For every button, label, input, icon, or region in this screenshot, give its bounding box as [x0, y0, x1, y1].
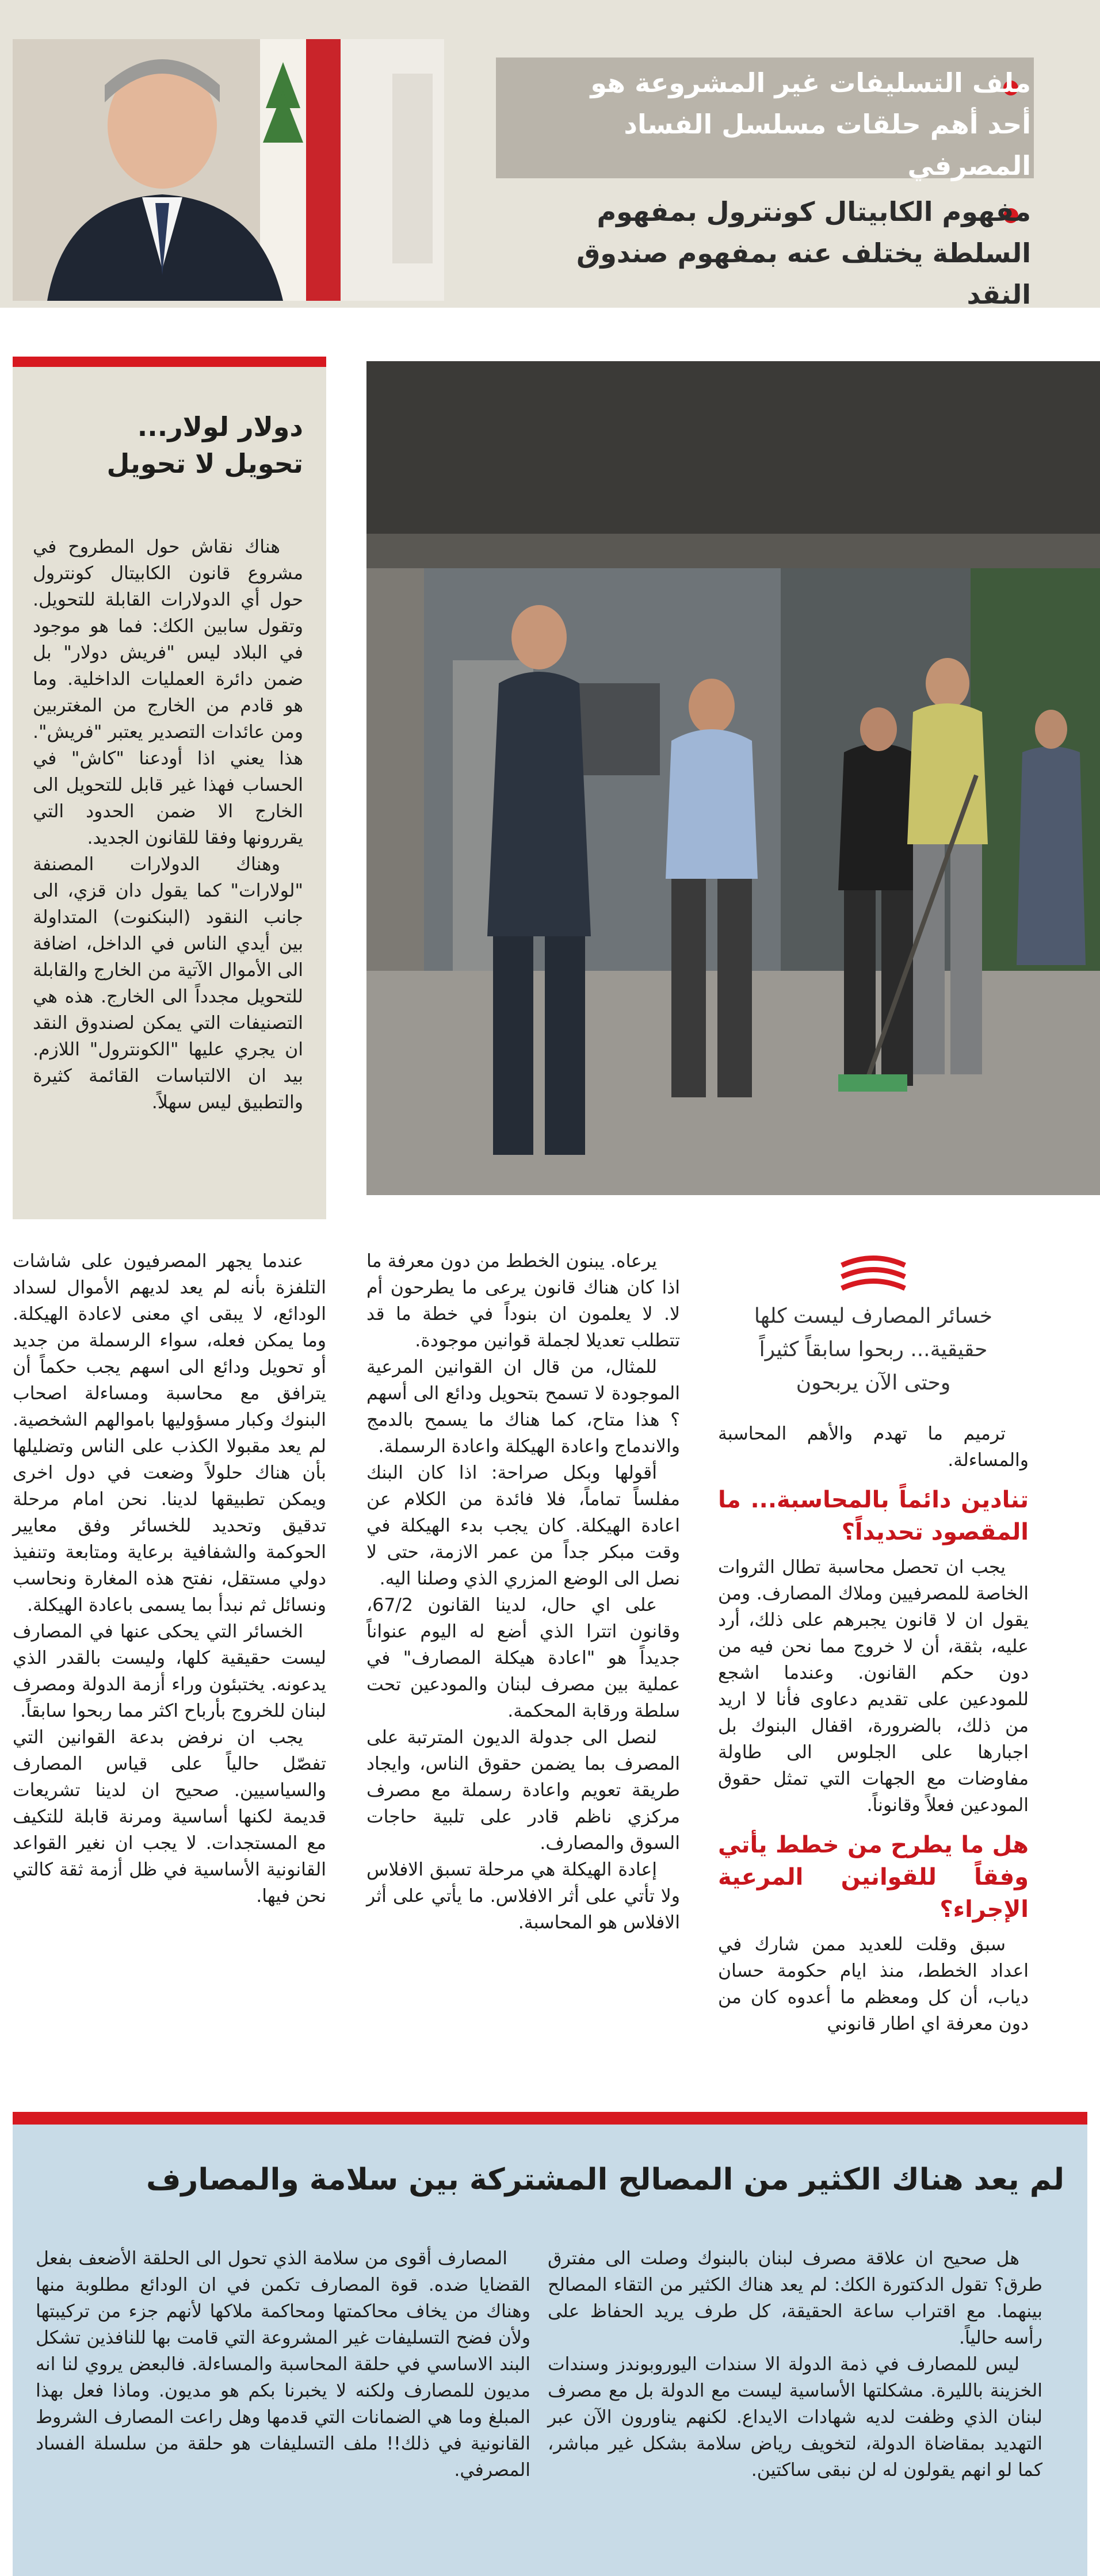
sidebar-paragraph: وهناك الدولارات المصنفة "لولارات" كما يقول دان قزي، الى جانب النقود (البنكنوت) المتداولة بين أيدي الناس في الداخل، اضافة الى الأموال الآتية من الخارج والقابلة للتحويل مجدداً الى الخارج. هذه هي التصنيفات التي يمكن لصندوق النقد ان يجري عليها "الكونترول" اللازم. بيد ان الالتباسات القائمة كثيرة والتطبيق ليس سهلاً.: [33, 854, 303, 1113]
article-paragraph: لنصل الى جدولة الديون المترتبة على المصرف بما يضمن حقوق الناس، وايجاد طريقة تعويم واعادة رسملة مع مصرف مركزي ناظم قادر على تلبية حاجات السوق والمصارف.: [366, 1727, 680, 1854]
article-paragraph: يجب ان نرفض بدعة القوانين التي تفصّل حالياً على قياس المصارف والسياسيين. صحيح ان لدينا تشريعات قديمة لكنها أساسية ومرنة قابلة للتكيف مع المستجدات. لا يجب ان نغير القواعد القانونية الأساسية في ظل أزمة ثقة كالتي نحن فيها.: [13, 1727, 326, 1907]
section-divider: [13, 2112, 1087, 2125]
article-paragraph: عندما يجهر المصرفيون على شاشات التلفزة بأنه لم يعد لديهم الأموال لسداد الودائع، لا يبقى اي معنى لاعادة الهيكلة. وما يمكن فعله، سواء الرسملة من جديد أو تحويل ودائع الى اسهم يجب حكماً أن يترافق مع محاسبة ومساءلة اصحاب البنوك وكبار مسؤوليها باموالهم الشخصية. لم يعد مقبولا الكذب على الناس وتضليلها بأن هناك حلولاً وضعت في دول اخرى ويمكن تطبيقها لدينا. نحن امام مرحلة تدقيق وتحديد للخسائر وفق معايير الحوكمة والشفافية برعاية ومتابعة وتنفيذ دولي مستقل، نفتح هذه المغارة ونحاسب ونسائل ثم نبدأ بما يسمى باعادة الهيكلة.: [13, 1251, 326, 1616]
portrait-photo-icon: [13, 39, 444, 301]
sidebar-box: [13, 357, 326, 1219]
article-column-middle: [366, 1248, 680, 1936]
article-paragraph: يرعاه. يبنون الخطط من دون معرفة ما اذا كان هناك قانون يرعى ما يطرحون أم لا. لا يعلمون ان بنوداً في خطة ما قد تتطلب تعديلا لجملة قوانين موجودة.: [366, 1251, 680, 1351]
red-wave-logo: [839, 1254, 908, 1294]
pull-quote: [718, 1300, 1029, 1400]
article-paragraph: للمثال، من قال ان القوانين المرعية الموجودة لا تسمح بتحويل ودائع الى أسهم ؟ هذا متاح، كما هناك ما يسمح بالدمج والاندماج واعادة الهيكلة واعادة الرسملة.: [366, 1357, 680, 1457]
sidebar-title: [33, 408, 303, 482]
sidebar-body: [33, 534, 303, 1116]
article-paragraph: يجب ان تحصل محاسبة تطال الثروات الخاصة للمصرفيين وملاك المصارف. ومن يقول ان لا قانون يجبرهم على ذلك، أرد عليه، بثقة، أن لا خروج مما نحن فيه من دون حكم القانون. وعندما اشجع للمودعين على تقديم دعاوى فأنا لا اريد من ذلك، بالضرورة، اقفال البنوك بل اجبارها على الجلوس الى طاولة مفاوضات مع الجهات التي تمثل حقوق المودعين فعلاً وقانوناً.: [718, 1557, 1029, 1816]
pull-quote-line: حقيقية... ربحوا سابقاً كثيراً: [759, 1338, 988, 1361]
article-paragraph: الخسائر التي يحكى عنها في المصارف ليست حقيقية كلها، وليست بالقدر الذي يدعونه. يختبئون وراء أزمة الدولة ومصرف لبنان للخروج بأرباح اكثر مما ربحوا سابقاً.: [13, 1621, 326, 1721]
question-heading: تنادين دائماً بالمحاسبة... ما المقصود تحديداً؟: [718, 1487, 1029, 1545]
pull-quote-line: خسائر المصارف ليست كلها: [754, 1304, 993, 1328]
bottom-column-right: [548, 2245, 1042, 2483]
sidebar-title-line-1: دولار لولار...: [137, 411, 303, 442]
sidebar-paragraph: هناك نقاش حول المطروح في مشروع قانون الكابيتال كونترول حول أي الدولارات القابلة للتحويل. وتقول سابين الكك: فما هو موجود في البلاد ليس "فريش دولار" بل ضمن دائرة العمليات الداخلية. وما هو قادم من الخارج من المغتربين ومن عائدات التصدير يعتبر "فريش". هذا يعني اذا أودعنا "كاش" في الحساب فهذا غير قابل للتحويل الى الخارج الا ضمن الحدود التي يقررونها وفقا للقانون الجديد.: [33, 537, 303, 848]
article-paragraph: ترميم ما تهدم والأهم المحاسبة والمساءلة.: [718, 1423, 1029, 1471]
article-paragraph: إعادة الهيكلة هي مرحلة تسبق الافلاس ولا تأتي على أثر الافلاس. ما يأتي على أثر الافلاس هو المحاسبة.: [366, 1859, 680, 1933]
bank-scene-photo-icon: [366, 361, 1100, 1195]
portrait-photo: [13, 39, 444, 301]
pull-quote-line: وحتى الآن يربحون: [796, 1371, 951, 1395]
article-paragraph: على اي حال، لدينا القانون 67/2، وقانون اتترا الذي أضع له اليوم عنواناً جديداً هو "اعادة هيكلة المصارف" في عملية بين مصرف لبنان والمودعين تحت سلطة ورقابة المحكمة.: [366, 1595, 680, 1721]
headline-bullet-1: ملف التسليفات غير المشروعة هو أحد أهم حلقات مسلسل الفساد المصرفي: [590, 67, 1031, 181]
headline-bullet-2: مفهوم الكابيتال كونترول بمفهوم السلطة يختلف عنه بمفهوم صندوق النقد: [576, 196, 1031, 310]
article-paragraph: المصارف أقوى من سلامة الذي تحول الى الحلقة الأضعف بفعل القضايا ضده. قوة المصارف تكمن في ان الودائع مطلوبة منها وهناك من يخاف محاكمتها ومحاكمة ملاكها لأنهم جزء من تركيبتها ولأن فضح التسليفات غير المشروعة التي قامت بها للنافذين تشكل البند الاساسي في حلقة المحاسبة والمساءلة. فالبعض يروي لنا انه مديون للمصارف ولكنه لا يخبرنا بكم هو مديون. وماذا فعل بهذا المبلغ وما هي الضمانات التي قدمها وهل راعت المصارف الشروط القانونية في ذلك!! ملف التسليفات هو حلقة من سلسلة الفساد المصرفي.: [36, 2248, 530, 2481]
question-heading: هل ما يطرح من خطط يأتي وفقاً للقوانين المرعية الإجراء؟: [718, 1832, 1029, 1923]
article-column-left: [13, 1248, 326, 1909]
article-paragraph: هل صحيح ان علاقة مصرف لبنان بالبنوك وصلت الى مفترق طرق؟ تقول الدكتورة الكك: لم يعد هناك الكثير من التقاء المصالح بينهما. مع اقتراب ساعة الحقيقة، كل طرف يريد الحفاظ على رأسه حالياً.: [548, 2248, 1042, 2348]
bottom-section: [13, 2125, 1087, 2576]
bottom-column-left: [36, 2245, 530, 2483]
sidebar-title-line-2: تحويل لا تحويل: [106, 448, 303, 479]
wave-logo-icon: [839, 1254, 908, 1294]
article-paragraph: ليس للمصارف في ذمة الدولة الا سندات اليوروبوندز وسندات الخزينة بالليرة. مشكلتها الأساسية ليست مع الدولة بل مع مصرف لبنان الذي وظفت لديه شهادات الايداع. لكنهم يناورون الآن عبر التهديد بمقاضاة الدولة، لتخويف رياض سلامة بشكل غير مباشر، كما لو انهم يقولون له لن نبقى ساكتين.: [548, 2354, 1042, 2481]
article-column-right: [718, 1421, 1029, 2037]
header-banner: [0, 0, 1100, 308]
article-paragraph: أقولها وبكل صراحة: اذا كان البنك مفلساً تماماً، فلا فائدة من الكلام عن اعادة الهيكلة. كان يجب بدء الهيكلة في وقت مبكر جداً من عمر الازمة، حتى لا نصل الى الوضع المزري الذي وصلنا اليه.: [366, 1463, 680, 1589]
article-paragraph: سبق وقلت للعديد ممن شارك في اعداد الخطط، منذ ايام حكومة حسان دياب، أن كل ومعظم ما أعدوه كان من دون معرفة اي اطار قانوني: [718, 1934, 1029, 2034]
main-photo: [366, 361, 1100, 1195]
bottom-section-title: لم يعد هناك الكثير من المصالح المشتركة بين سلامة والمصارف: [146, 2162, 1064, 2197]
